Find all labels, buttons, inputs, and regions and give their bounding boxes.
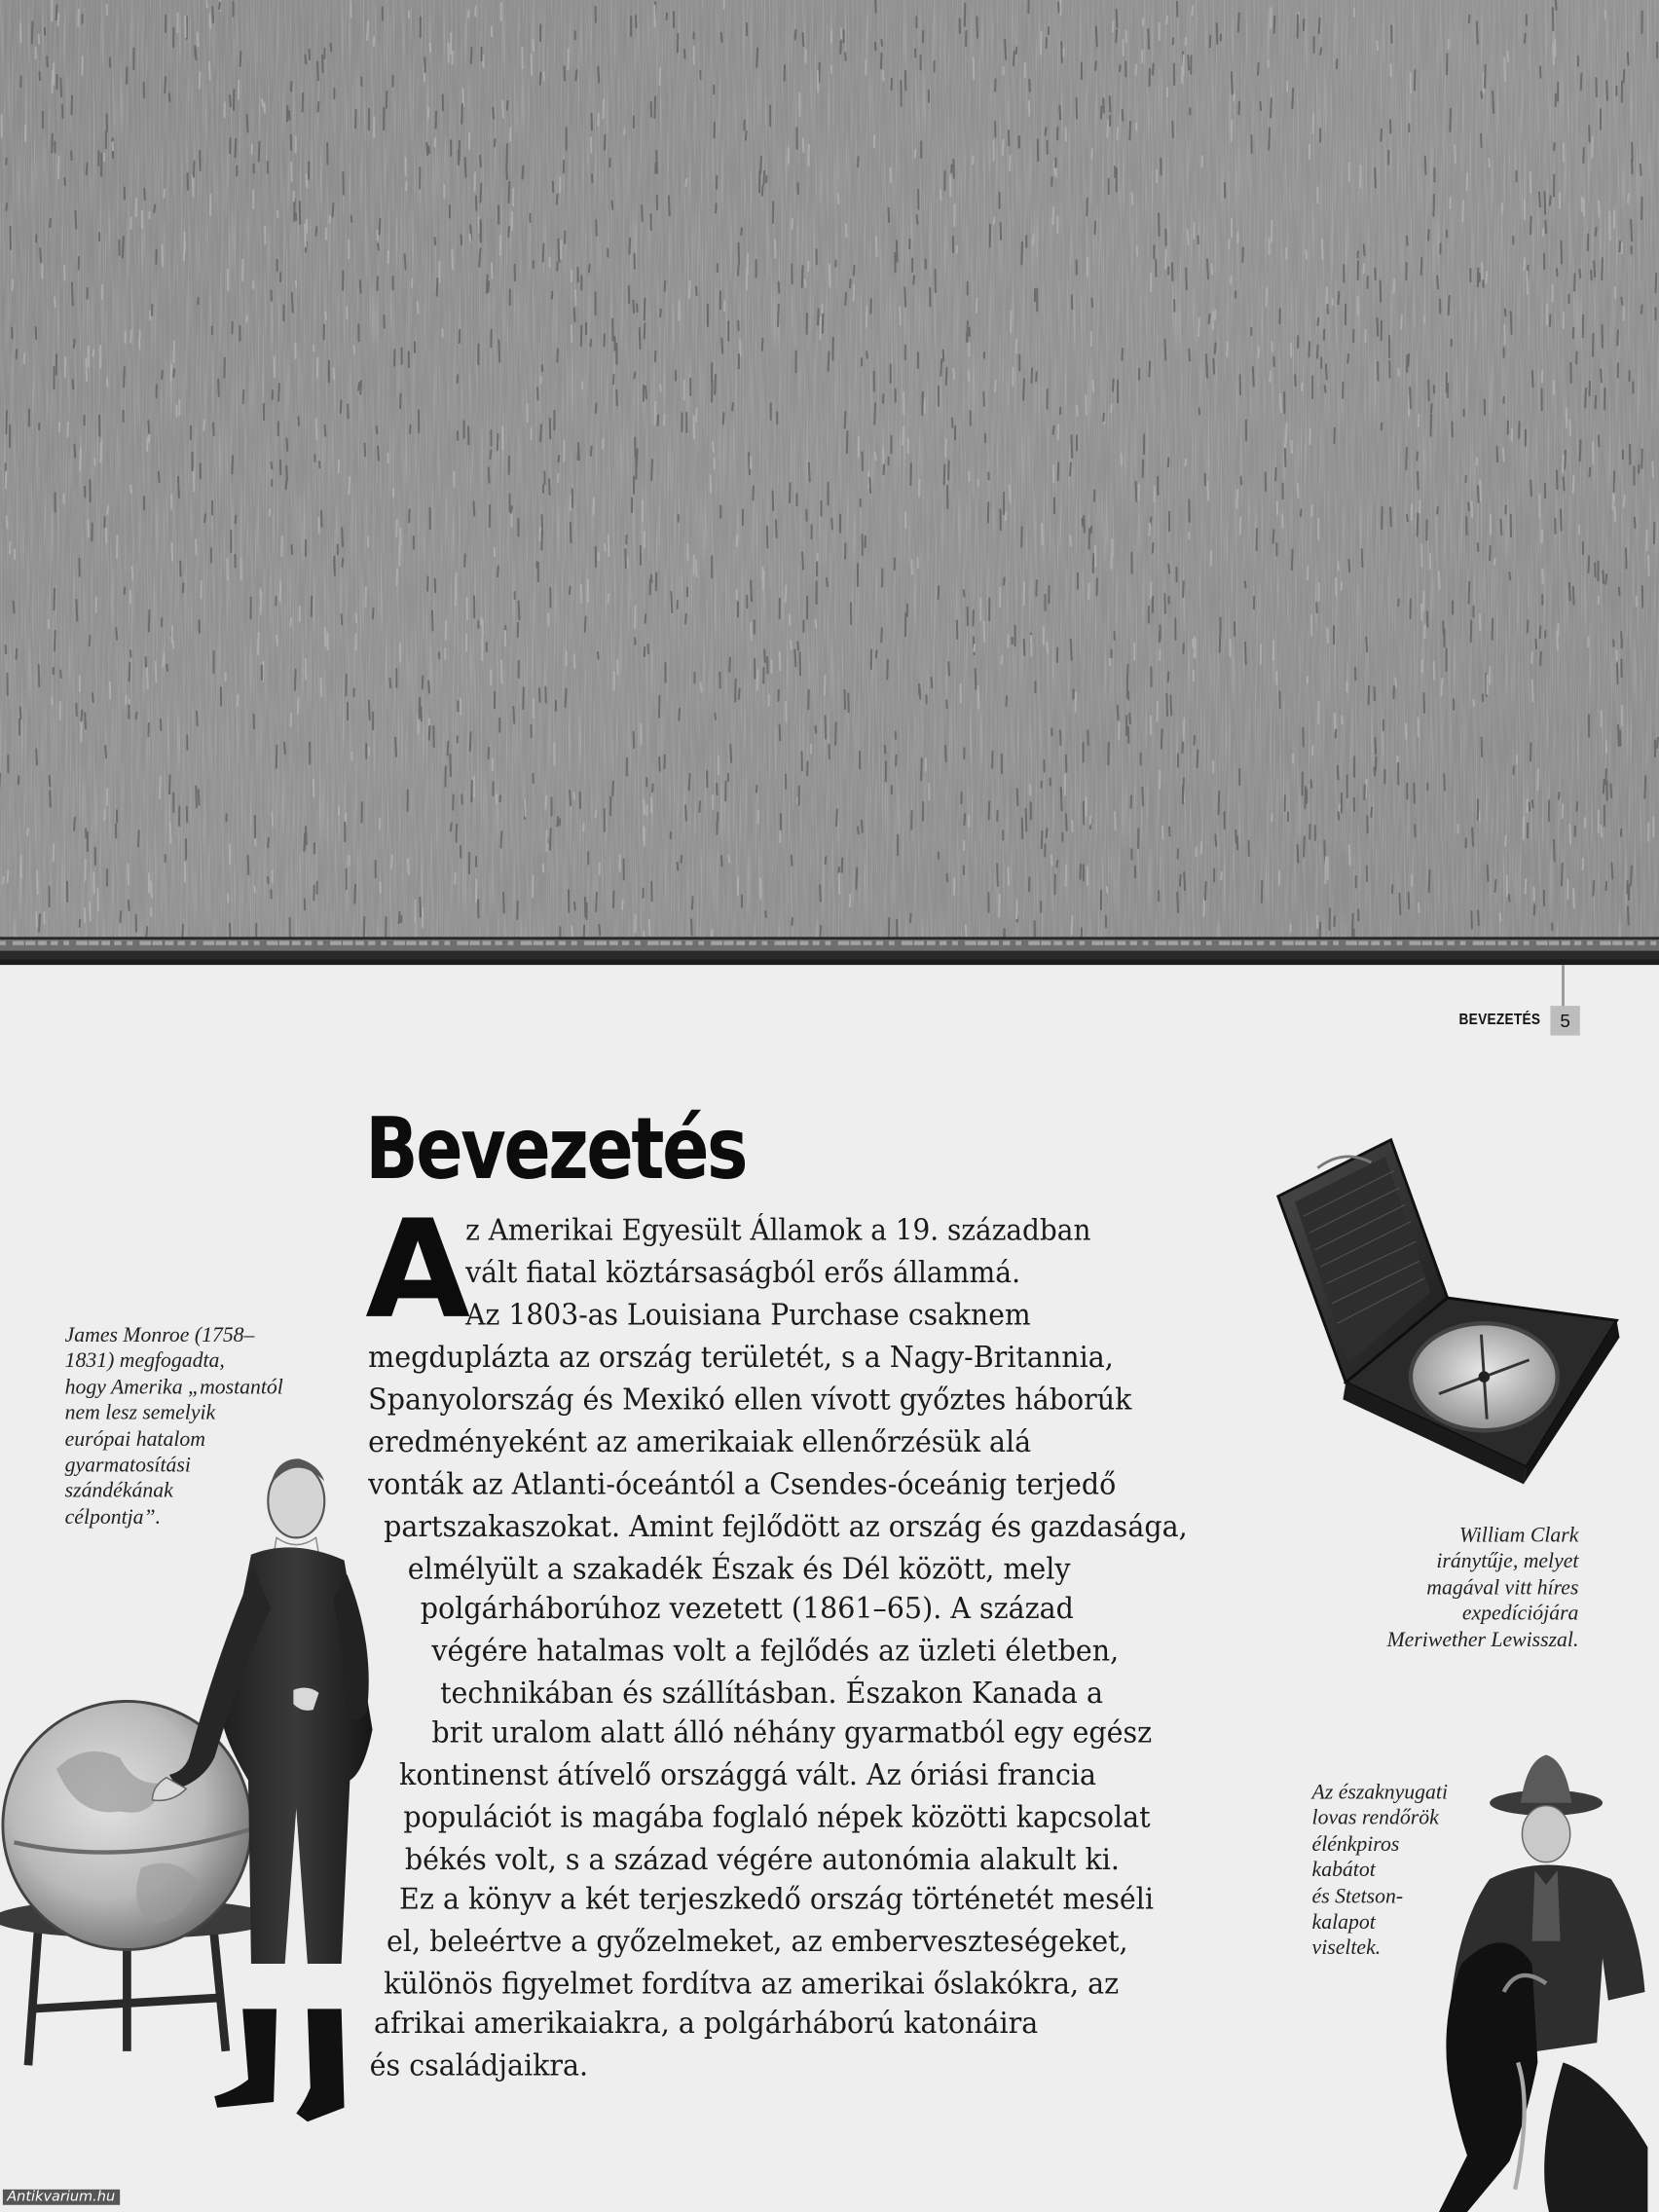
caption-line: kabátot xyxy=(1311,1860,1376,1883)
body-line: különös figyelmet fordítva az amerikai őslakókra, az xyxy=(384,1966,1120,2001)
body-line: Spanyolország és Mexikó ellen vívott győztes háborúk xyxy=(368,1382,1132,1417)
caption-line: Az északnyugati xyxy=(1311,1782,1448,1805)
mountie-illustration xyxy=(1405,1752,1659,2212)
body-line: békés volt, s a század végére autonómia alakult ki. xyxy=(404,1842,1120,1877)
caption-line: magával vitt híres xyxy=(1426,1576,1579,1600)
body-line: Ez a könyv a két terjeszkedő ország történetét meséli xyxy=(399,1881,1154,1916)
body-line: Az 1803-as Louisiana Purchase csaknem xyxy=(465,1298,1031,1332)
compass-caption xyxy=(1387,1524,1579,1653)
caption-line: nem lesz semelyik xyxy=(64,1402,216,1425)
caption-line: iránytűje, melyet xyxy=(1436,1551,1579,1574)
body-line: elmélyült a szakadék Észak és Dél között, mely xyxy=(407,1551,1071,1586)
book-page xyxy=(0,965,1659,2212)
cloth-cover-texture xyxy=(0,0,1659,942)
body-line: afrikai amerikaiakra, a polgárháború katonáira xyxy=(373,2006,1039,2041)
caption-line: gyarmatosítási xyxy=(64,1454,191,1478)
caption-line: viseltek. xyxy=(1311,1937,1382,1961)
body-line: és családjaikra. xyxy=(369,2047,589,2083)
body-line: el, beleértve a győzelmeket, az emberveszteségeket, xyxy=(387,1924,1128,1959)
body-line: technikában és szállításban. Északon Kanada a xyxy=(440,1676,1103,1711)
body-line: populációt is magába foglaló népek közötti kapcsolat xyxy=(403,1799,1151,1834)
caption-line: kalapot xyxy=(1311,1911,1376,1935)
body-line: végére hatalmas volt a fejlődés az üzleti életben, xyxy=(431,1633,1120,1668)
body-line: eredményeként az amerikaiak ellenőrzésük alá xyxy=(368,1424,1032,1459)
body-line: vált fiatal köztársaságból erős állammá. xyxy=(465,1255,1021,1290)
header-rule xyxy=(1562,965,1565,1007)
book-cover xyxy=(0,0,1659,942)
caption-line: európai hatalom xyxy=(64,1428,205,1452)
body-line: z Amerikai Egyesült Államok a 19. században xyxy=(465,1213,1091,1247)
caption-line: James Monroe (1758– xyxy=(64,1324,255,1347)
caption-line: William Clark xyxy=(1458,1525,1579,1548)
caption-line: hogy Amerika „mostantól xyxy=(64,1376,283,1400)
running-header: BEVEZETÉS xyxy=(1458,1011,1541,1029)
caption-line: 1831) megfogadta, xyxy=(64,1350,225,1374)
page-title: Bevezetés xyxy=(365,1100,747,1199)
caption-line: lovas rendőrök xyxy=(1311,1807,1439,1830)
watermark: Antikvarium.hu xyxy=(3,2190,120,2205)
page-number: 5 xyxy=(1550,1006,1579,1035)
caption-line: és Stetson- xyxy=(1311,1885,1404,1908)
body-line: brit uralom alatt álló néhány gyarmatból egy egész xyxy=(431,1714,1153,1750)
caption-line: szándékának xyxy=(64,1480,173,1503)
book-spine-edge xyxy=(0,937,1659,968)
caption-line: célpontja”. xyxy=(64,1506,162,1530)
caption-line: expedíciójára xyxy=(1461,1603,1579,1626)
body-line: partszakaszokat. Amint fejlődött az ország és gazdasága, xyxy=(384,1509,1188,1544)
drop-cap: A xyxy=(365,1190,470,1349)
body-line: kontinenst átívelő országgá vált. Az óriási francia xyxy=(399,1757,1097,1792)
monroe-globe-illustration xyxy=(0,1445,424,2212)
body-line: vonták az Atlanti-óceántól a Csendes-óceánig terjedő xyxy=(368,1466,1117,1501)
caption-line: Meriwether Lewisszal. xyxy=(1386,1629,1579,1652)
body-line: polgárháborúhoz vezetett (1861–65). A század xyxy=(420,1591,1074,1626)
body-line: megduplázta az ország területét, s a Nagy-Britannia, xyxy=(368,1340,1114,1375)
compass-illustration xyxy=(1270,1128,1622,1509)
caption-line: élénkpiros xyxy=(1311,1833,1400,1857)
